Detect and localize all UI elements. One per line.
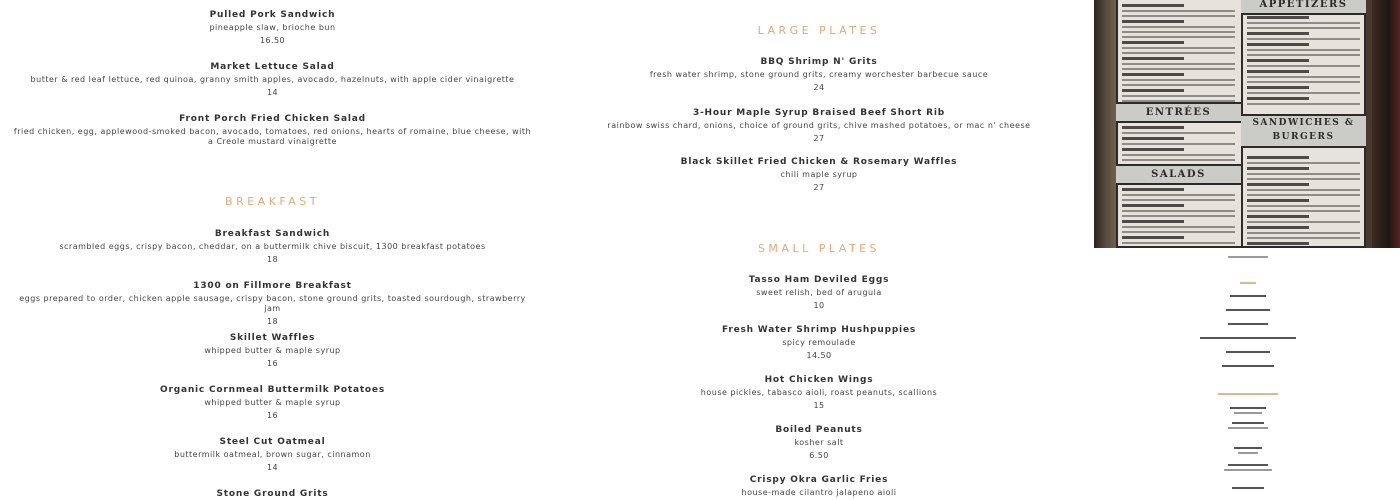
item-description: spicy remoulade [782,338,856,347]
item-name: 1300 on Fillmore Breakfast [193,281,352,291]
item-description: buttermilk oatmeal, brown sugar, cinnamon [174,450,371,459]
item-name: Steel Cut Oatmeal [219,437,326,447]
printed-section-entrees: ENTRÉES [1116,102,1241,123]
item-description: butter & red leaf lettuce, red quinoa, granny smith apples, avocado, hazelnuts, with apple cider vinaigrette [30,75,515,84]
item-name: BBQ Shrimp N' Grits [760,57,878,67]
printed-text-lines [1247,156,1360,248]
thumbnail-text-line [1226,351,1270,353]
printed-menu-right-column [1241,0,1366,248]
item-name: Hot Chicken Wings [764,375,874,385]
thumbnail-text-line [1232,422,1264,424]
menu-item [0,10,545,46]
item-price: 18 [267,255,278,264]
thumbnail-text-line [1230,407,1266,409]
item-description: fresh water shrimp, stone ground grits, creamy worchester barbecue sauce [649,70,989,79]
menu-thumbnail-preview[interactable] [1100,250,1400,500]
item-description: eggs prepared to order, chicken apple sausage, crispy bacon, stone ground grits, toasted sourdough, strawberry jam [19,294,526,313]
menu-item [0,281,545,327]
item-name: Front Porch Fried Chicken Salad [179,114,366,124]
menu-item [545,425,1093,461]
item-description: fried chicken, egg, applewood-smoked bacon, avocado, tomatoes, red onions, hearts of romaine, blue cheese, with a Creole mustard vinaigrette [13,127,532,146]
item-price: 16.50 [260,36,285,45]
menu-item [545,57,1093,93]
menu-board-photo[interactable] [1094,0,1400,248]
item-price: 15 [813,401,825,410]
item-name: Fresh Water Shrimp Hushpuppies [721,325,917,335]
thumbnail-text-line [1230,295,1266,297]
item-price: 16 [267,359,278,368]
item-name: Breakfast Sandwich [214,229,331,239]
menu-item [545,475,1093,498]
photo-background [1372,0,1400,248]
printed-section-appetizers: APPETIZERS [1241,0,1366,15]
item-description: whipped butter & maple syrup [204,398,341,407]
item-name: Pulled Pork Sandwich [209,10,336,20]
item-name: 3-Hour Maple Syrup Braised Beef Short Rib [692,108,946,118]
menu-item [545,275,1093,311]
item-description: whipped butter & maple syrup [204,346,341,355]
menu-item [0,333,545,369]
thumbnail-text-line [1228,464,1268,466]
printed-section-sandwiches: SANDWICHES & BURGERS [1241,114,1366,148]
thumbnail-text-line [1228,256,1268,258]
item-description: house-made cilantro jalapeno aioli [741,488,897,497]
section-title-small-plates: SMALL PLATES [757,242,881,255]
printed-text-lines [1247,16,1360,108]
thumbnail-text-line [1238,452,1258,454]
section-title-breakfast: BREAKFAST [225,195,320,208]
thumbnail-text-line [1222,365,1274,367]
item-name: Crispy Okra Garlic Fries [749,475,889,485]
menu-item [545,157,1093,193]
printed-text-lines [1122,188,1235,247]
thumbnail-text-line [1200,337,1296,339]
item-description: kosher salt [794,438,844,447]
item-description: chili maple syrup [780,170,858,179]
menu-item [0,114,545,147]
thumbnail-text-line [1228,427,1268,429]
printed-menu-left-column [1116,0,1243,248]
item-name: Black Skillet Fried Chicken & Rosemary Waffles [680,157,958,167]
item-price: 18 [267,317,278,326]
menu-item [545,325,1093,361]
item-price: 14 [267,463,278,472]
item-description: scrambled eggs, crispy bacon, cheddar, on a buttermilk chive biscuit, 1300 breakfast potatoes [59,242,486,251]
item-price: 27 [813,183,825,192]
item-name: Organic Cornmeal Buttermilk Potatoes [160,385,385,395]
item-price: 10 [813,301,825,310]
section-title-large-plates: LARGE PLATES [757,24,881,37]
thumbnail-text-line [1234,412,1262,414]
item-price: 16 [267,411,278,420]
thumbnail-text-line [1226,309,1270,311]
menu-item [0,229,545,265]
item-price: 27 [813,134,825,143]
printed-text-lines [1122,4,1235,110]
menu-item [545,108,1093,144]
item-price: 14.50 [806,351,832,360]
thumbnail-text-line [1234,447,1262,449]
thumbnail-text-line [1228,323,1268,325]
menu-item [545,375,1093,411]
item-description: rainbow swiss chard, onions, choice of ground grits, chive mashed potatoes, or mac n' cheese [607,121,1031,130]
menu-item [0,62,545,98]
menu-item [0,489,545,500]
menu-item [0,385,545,421]
printed-section-salads: SALADS [1116,164,1241,185]
item-description: sweet relish, bed of arugula [756,288,882,297]
thumbnail-section-line [1240,282,1256,284]
item-price: 14 [267,88,278,97]
item-name: Skillet Waffles [229,333,316,343]
menu-item [0,437,545,473]
item-price: 6.50 [809,451,829,460]
item-name: Stone Ground Grits [216,489,329,499]
item-name: Tasso Ham Deviled Eggs [748,275,890,285]
printed-menu [1116,0,1366,248]
thumbnail-text-line [1232,487,1264,489]
item-description: house pickles, tabasco aioli, roast peanuts, scallions [700,388,938,397]
item-description: pineapple slaw, brioche bun [209,23,336,32]
item-name: Boiled Peanuts [775,425,863,435]
item-price: 24 [813,83,825,92]
thumbnail-text-line [1224,469,1272,471]
item-name: Market Lettuce Salad [210,62,335,72]
thumbnail-section-line [1218,393,1278,395]
